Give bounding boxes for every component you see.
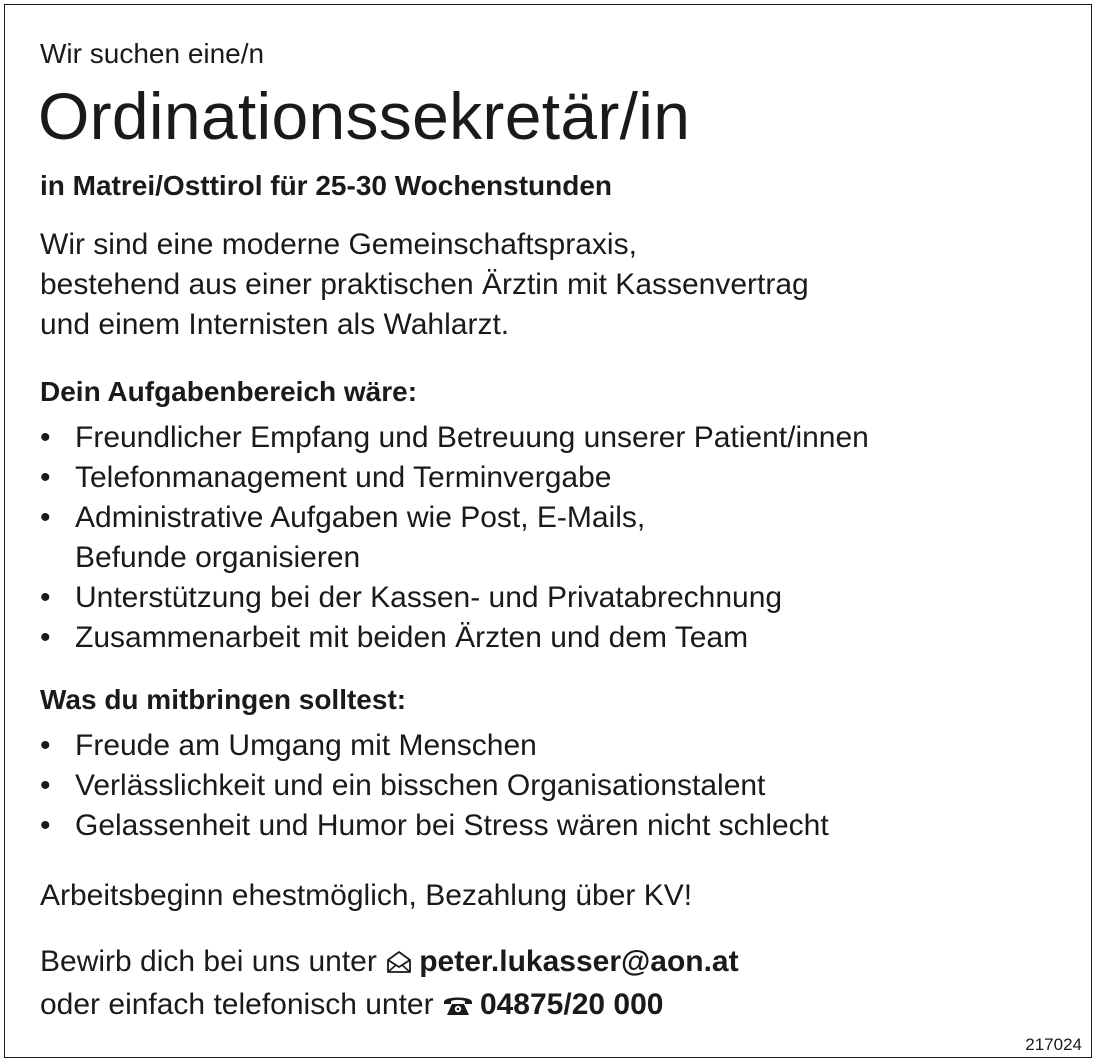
job-title: Ordinationssekretär/in [38,79,691,153]
job-subtitle: in Matrei/Osttirol für 25-30 Wochenstunden [40,170,613,201]
intro-text: Wir suchen eine/n [40,38,265,69]
phone-number[interactable]: 04875/20 000 [479,988,664,1021]
list-item-text: Unterstützung bei der Kassen- und Privatabrechnung [75,581,783,614]
list-item [40,578,1078,618]
list-item-text: Zusammenarbeit mit beiden Ärzten und dem Team [75,621,749,654]
list-item-text: Gelassenheit und Humor bei Stress wären nicht schlecht [75,809,829,842]
list-item [40,498,1078,578]
list-item [40,726,1078,766]
requirements-heading: Was du mitbringen solltest: [40,684,407,715]
description-line: Wir sind eine moderne Gemeinschaftspraxis, [40,228,637,261]
practice-description [40,225,1078,345]
bullet: • [40,501,51,534]
envelope-icon [385,945,413,985]
ad-code: 217024 [1025,1035,1082,1054]
list-item-text: Freude am Umgang mit Menschen [75,729,537,762]
list-item-text: Administrative Aufgaben wie Post, E-Mails, [75,501,646,534]
list-item-text: Telefonmanagement und Terminvergabe [75,461,612,494]
list-item-text: Verlässlichkeit und ein bisschen Organisationstalent [75,769,766,802]
email-link[interactable]: peter.lukasser@aon.at [419,945,739,978]
start-info: Arbeitsbeginn ehestmöglich, Bezahlung über KV! [40,879,693,912]
bullet: • [40,769,51,802]
telephone-icon [442,988,474,1028]
bullet: • [40,421,51,454]
description-line: bestehend aus einer praktischen Ärztin mit Kassenvertrag [40,268,809,301]
contact-info [40,942,1078,1028]
bullet: • [40,621,51,654]
list-item [40,458,1078,498]
job-ad [40,34,1078,1028]
list-item [40,766,1078,806]
bullet: • [40,729,51,762]
email-line [40,942,1078,985]
phone-line [40,985,1078,1028]
phone-prefix: oder einfach telefonisch unter [40,988,434,1021]
description-line: und einem Internisten als Wahlarzt. [40,308,510,341]
email-prefix: Bewirb dich bei uns unter [40,945,377,978]
tasks-heading: Dein Aufgabenbereich wäre: [40,376,418,407]
list-item-text: Freundlicher Empfang und Betreuung unserer Patient/innen [75,421,869,454]
bullet: • [40,461,51,494]
bullet: • [40,809,51,842]
list-item-text-continued: Befunde organisieren [75,541,361,574]
requirements-list [40,726,1078,846]
tasks-list [40,418,1078,658]
list-item [40,418,1078,458]
bullet: • [40,581,51,614]
list-item [40,618,1078,658]
list-item [40,806,1078,846]
